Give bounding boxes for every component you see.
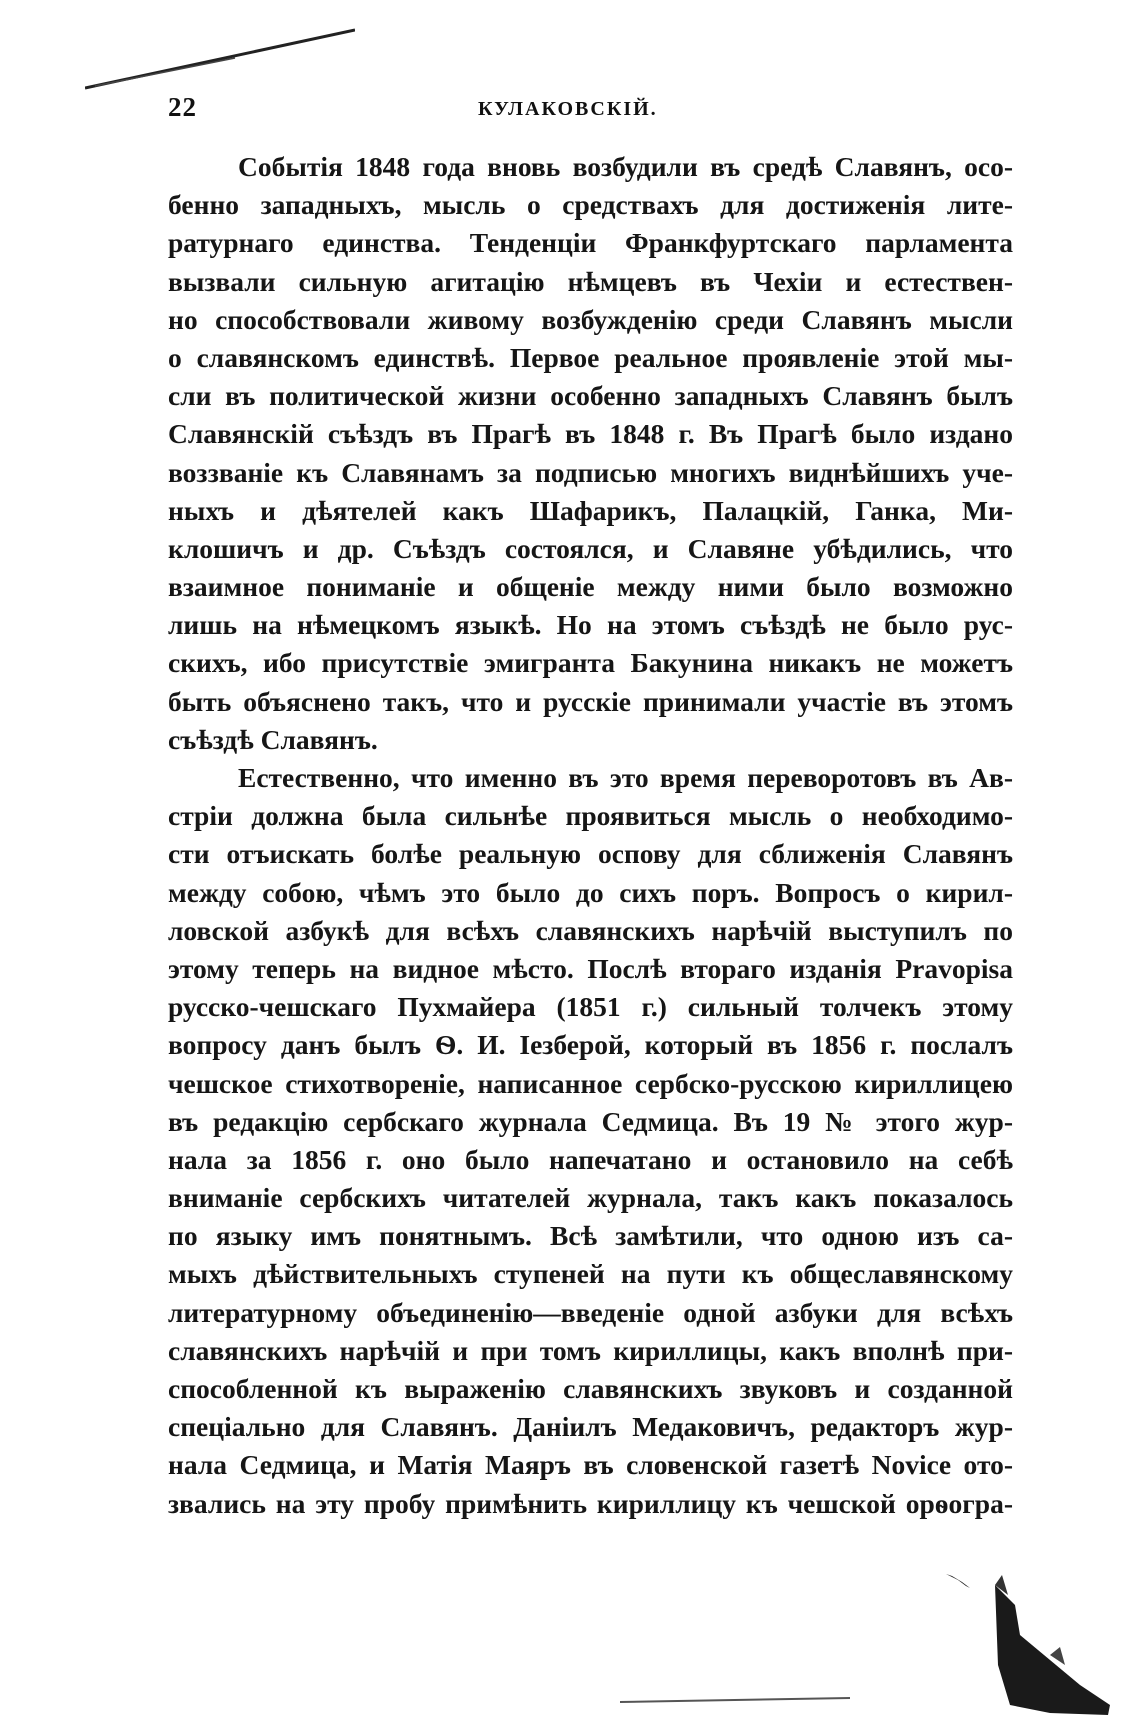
- text-line: ратурнаго единства. Тенденціи Франкфуртскаго парламента: [168, 227, 1013, 259]
- text-line: вызвали сильную агитацію нѣмцевъ въ Чехіи и естествен-: [168, 265, 1013, 297]
- text-line: нала за 1856 г. оно было напечатано и остановило на себѣ: [168, 1143, 1013, 1175]
- text-line: сти отъискать болѣе реальную оспову для сближенія Славянъ: [168, 838, 1013, 870]
- running-head: КУЛАКОВСКІЙ.: [478, 98, 658, 120]
- page-header: [168, 92, 1013, 132]
- text-line: звались на эту пробу примѣнить кириллицу къ чешской орѳогра-: [168, 1487, 1013, 1519]
- text-line: Славянскій съѣздъ въ Прагѣ въ 1848 г. Въ Прагѣ было издано: [168, 418, 1013, 450]
- text-line: Естественно, что именно въ это время переворотовъ въ Ав-: [238, 762, 1013, 793]
- text-line: литературному объединенію—введеніе одной азбуки для всѣхъ: [168, 1296, 1013, 1328]
- text-line: Событія 1848 года вновь возбудили въ средѣ Славянъ, осо-: [238, 151, 1013, 182]
- scan-speck: [944, 1570, 974, 1590]
- text-line: клошичъ и др. Съѣздъ состоялся, и Славяне убѣдились, что: [168, 532, 1013, 564]
- text-line: скихъ, ибо присутствіе эмигранта Бакунина никакъ не можетъ: [168, 647, 1013, 679]
- text-line: способленной къ выраженію славянскихъ звуковъ и созданной: [168, 1373, 1013, 1404]
- text-line: по языку имъ понятнымъ. Всѣ замѣтили, что одною изъ са-: [168, 1220, 1013, 1252]
- text-line: славянскихъ нарѣчій и при томъ кириллицы, какъ вполнѣ при-: [168, 1334, 1013, 1366]
- scan-smudge: [990, 1555, 1115, 1715]
- text-line: воззваніе къ Славянамъ за подписью многихъ виднѣйшихъ уче-: [168, 456, 1013, 488]
- text-line: съѣздѣ Славянъ.: [168, 723, 378, 755]
- paragraph: [168, 759, 1013, 1523]
- scan-edge-line: [85, 28, 355, 90]
- text-line: спеціально для Славянъ. Даніилъ Медаковичъ, редакторъ жур-: [168, 1411, 1013, 1443]
- text-line: въ редакцію сербскаго журнала Седмица. Въ 19 № этого жур-: [168, 1105, 1013, 1137]
- text-line: между собою, чѣмъ это было до сихъ поръ. Вопросъ о кирил-: [168, 876, 1013, 908]
- scan-edge-line-bottom: [620, 1690, 850, 1710]
- text-line: но способствовали живому возбужденію среди Славянъ мысли: [168, 303, 1013, 335]
- text-line: ныхъ и дѣятелей какъ Шафарикъ, Палацкій, Ганка, Ми-: [168, 494, 1013, 526]
- body-text: [168, 148, 1013, 1523]
- text-line: о славянскомъ единствѣ. Первое реальное проявленіе этой мы-: [168, 341, 1013, 373]
- text-line: мыхъ дѣйствительныхъ ступеней на пути къ общеславянскому: [168, 1258, 1013, 1290]
- text-line: этому теперь на видное мѣсто. Послѣ втораго изданія Pravopisa: [168, 952, 1013, 984]
- page-number: 22: [168, 92, 197, 122]
- paragraph: [168, 148, 1013, 759]
- text-line: быть объяснено такъ, что и русскіе принимали участіе въ этомъ: [168, 685, 1013, 717]
- text-line: ловской азбукѣ для всѣхъ славянскихъ нарѣчій выступилъ по: [168, 914, 1013, 946]
- text-line: вниманіе сербскихъ читателей журнала, такъ какъ показалось: [168, 1182, 1013, 1214]
- text-line: сли въ политической жизни особенно западныхъ Славянъ былъ: [168, 380, 1013, 412]
- text-line: русско-чешскаго Пухмайера (1851 г.) сильный толчекъ этому: [168, 991, 1013, 1023]
- text-line: лишь на нѣмецкомъ языкѣ. Но на этомъ съѣздѣ не было рус-: [168, 609, 1013, 641]
- text-line: бенно западныхъ, мысль о средствахъ для достиженія лите-: [168, 189, 1013, 221]
- text-line: вопросу данъ былъ Ѳ. И. Іезберой, который въ 1856 г. послалъ: [168, 1029, 1013, 1061]
- text-line: стріи должна была сильнѣе проявиться мысль о необходимо-: [168, 800, 1013, 832]
- text-line: взаимное пониманіе и общеніе между ними было возможно: [168, 571, 1013, 603]
- text-line: чешское стихотвореніе, написанное сербско-русскою кириллицею: [168, 1067, 1013, 1099]
- text-line: нала Седмица, и Матія Маяръ въ словенской газетѣ Novice ото-: [168, 1449, 1013, 1481]
